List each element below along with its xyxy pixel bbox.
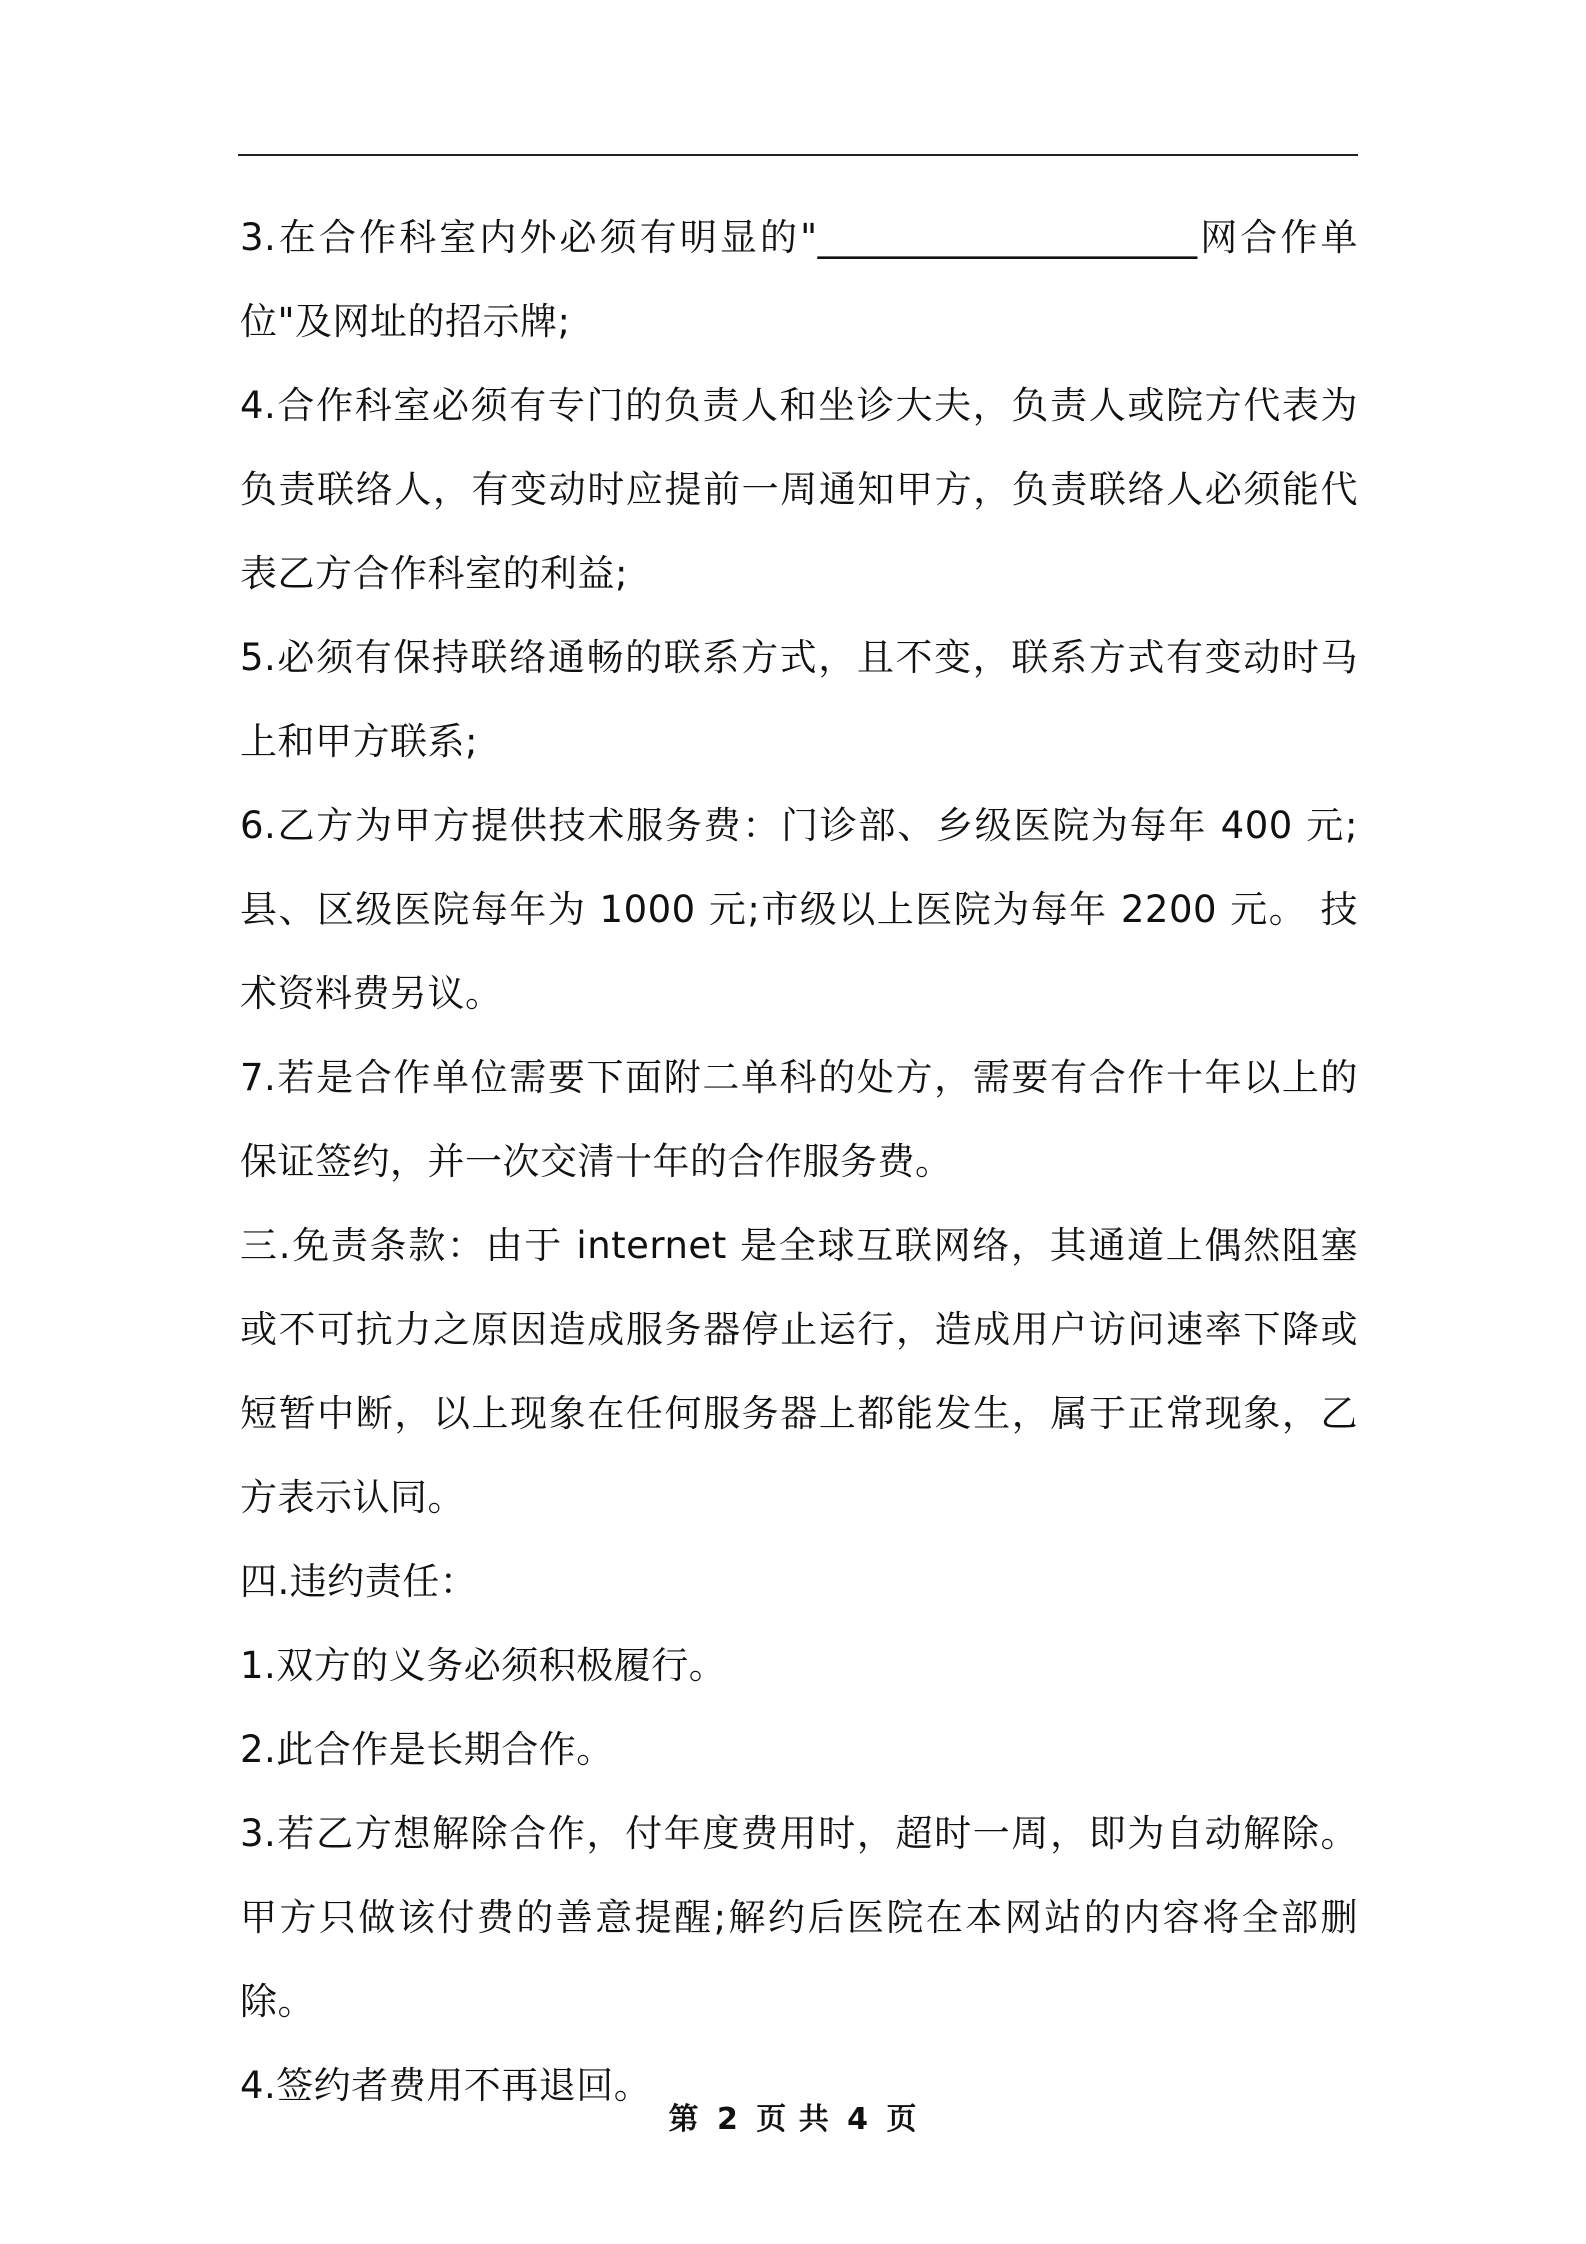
paragraph: 6.乙方为甲方提供技术服务费：门诊部、乡级医院为每年 400 元;县、区级医院每年为 1000 元;市级以上医院为每年 2200 元。 技术资料费另议。 — [240, 804, 1358, 1015]
paragraph: 3.在合作科室内外必须有明显的"____________________网合作单位"及网址的招示牌; — [240, 216, 1358, 343]
footer-middle: 页 共 — [756, 2102, 830, 2137]
total-pages-number: 4 — [847, 2102, 870, 2137]
footer-suffix: 页 — [886, 2102, 918, 2137]
paragraph: 1.双方的义务必须积极履行。 — [240, 1644, 727, 1687]
document-body — [240, 196, 1358, 2128]
paragraph: 4.合作科室必须有专门的负责人和坐诊大夫，负责人或院方代表为负责联络人，有变动时应提前一周通知甲方，负责联络人必须能代表乙方合作科室的利益; — [240, 384, 1358, 595]
header-rule — [238, 154, 1358, 156]
paragraph: 3.若乙方想解除合作，付年度费用时，超时一周，即为自动解除。甲方只做该付费的善意提醒;解约后医院在本网站的内容将全部删除。 — [240, 1812, 1358, 2023]
paragraph: 7.若是合作单位需要下面附二单科的处方，需要有合作十年以上的保证签约，并一次交清十年的合作服务费。 — [240, 1056, 1358, 1183]
paragraph: 三.免责条款：由于 internet 是全球互联网络，其通道上偶然阻塞或不可抗力之原因造成服务器停止运行，造成用户访问速率下降或短暂中断，以上现象在任何服务器上都能发生，属于正常现象，乙方表示认同。 — [240, 1224, 1358, 1519]
section-heading: 四.违约责任： — [240, 1560, 478, 1603]
paragraph: 5.必须有保持联络通畅的联系方式，且不变，联系方式有变动时马上和甲方联系; — [240, 636, 1358, 763]
paragraph: 4.签约者费用不再退回。 — [240, 2064, 652, 2107]
page-number-footer — [0, 2094, 1586, 2138]
current-page-number: 2 — [716, 2102, 739, 2137]
footer-prefix: 第 — [668, 2102, 700, 2137]
paragraph: 2.此合作是长期合作。 — [240, 1728, 614, 1771]
